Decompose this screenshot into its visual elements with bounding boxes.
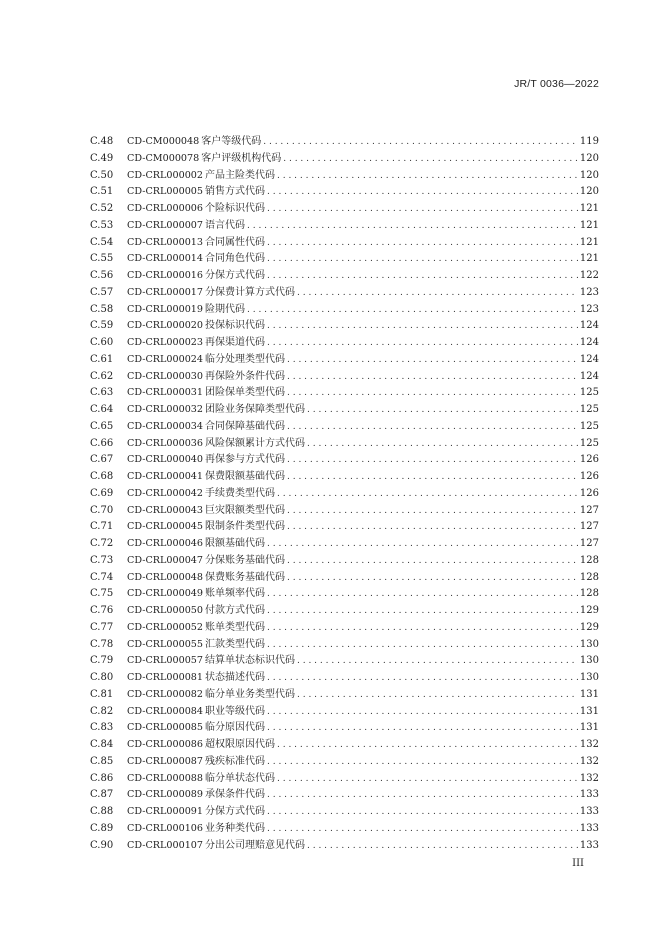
toc-entry-page: 130: [579, 655, 599, 667]
toc-entry-number: C.55: [90, 253, 114, 265]
toc-entry-number: C.48: [90, 136, 114, 147]
toc-entry[interactable]: [90, 503, 599, 520]
toc-entry-page: 121: [579, 236, 599, 248]
toc-entry-title: 产品主险类代码: [205, 169, 276, 181]
toc-leader-dots: [267, 536, 578, 553]
toc-entry-page: 130: [579, 672, 599, 683]
toc-entry-number: C.86: [90, 772, 114, 784]
toc-entry[interactable]: [90, 151, 599, 168]
toc-entry-page: 128: [579, 588, 599, 600]
toc-leader-dots: [287, 385, 578, 402]
toc-entry[interactable]: [90, 838, 599, 855]
toc-entry-code: CD-CRL000088: [127, 772, 204, 784]
toc-entry-number: C.79: [90, 655, 114, 667]
toc-entry-code: CD-CRL000107: [127, 839, 204, 851]
toc-entry-page: 132: [579, 755, 599, 767]
toc-entry-title: 投保标识代码: [205, 320, 266, 332]
toc-entry-number: C.84: [90, 739, 114, 750]
toc-entry[interactable]: [90, 687, 599, 704]
toc-entry-page: 131: [579, 688, 599, 700]
toc-entry[interactable]: [90, 285, 599, 302]
toc-entry-code: CD-CRL000057: [127, 655, 204, 667]
toc-entry[interactable]: [90, 302, 599, 319]
toc-entry-code: CD-CRL000036: [127, 437, 204, 449]
toc-entry-code: CD-CRL000081: [127, 672, 204, 683]
toc-entry-code: CD-CRL000006: [127, 203, 204, 214]
toc-entry-page: 125: [579, 387, 599, 399]
toc-entry-page: 128: [579, 554, 599, 566]
toc-entry-number: C.76: [90, 605, 114, 616]
toc-entry-page: 123: [579, 286, 599, 298]
toc-entry-code: CD-CRL000045: [127, 521, 204, 533]
toc-leader-dots: [267, 670, 578, 687]
toc-leader-dots: [277, 486, 578, 503]
toc-entry-page: 124: [579, 370, 599, 382]
toc-entry-number: C.85: [90, 755, 114, 767]
toc-leader-dots: [277, 168, 578, 185]
toc-entry-page: 128: [579, 571, 599, 583]
toc-entry-number: C.74: [90, 571, 114, 583]
toc-entry-number: C.49: [90, 152, 114, 164]
toc-entry-number: C.89: [90, 822, 114, 834]
toc-entry[interactable]: [90, 720, 599, 737]
toc-leader-dots: [267, 184, 578, 201]
toc-entry-number: C.83: [90, 722, 114, 734]
toc-entry[interactable]: [90, 436, 599, 453]
toc-entry-page: 126: [579, 471, 599, 482]
toc-entry[interactable]: [90, 469, 599, 486]
toc-entry-number: C.60: [90, 337, 114, 348]
toc-entry[interactable]: [90, 235, 599, 252]
toc-entry[interactable]: [90, 201, 599, 218]
toc-entry-number: C.65: [90, 420, 114, 432]
toc-entry-page: 124: [579, 353, 599, 365]
toc-entry[interactable]: [90, 536, 599, 553]
toc-entry-code: CD-CRL000055: [127, 638, 204, 650]
toc-entry-code: CD-CRL000005: [127, 186, 204, 198]
toc-entry-number: C.53: [90, 219, 114, 231]
toc-entry-page: 131: [579, 705, 599, 717]
toc-entry-title: 限额基础代码: [205, 538, 266, 549]
toc-entry[interactable]: [90, 670, 599, 687]
toc-entry[interactable]: [90, 402, 599, 419]
toc-leader-dots: [307, 402, 578, 419]
toc-entry-number: C.72: [90, 538, 114, 549]
toc-leader-dots: [287, 503, 578, 520]
toc-leader-dots: [287, 452, 578, 469]
toc-entry-page: 121: [579, 203, 599, 214]
toc-entry-code: CD-CRL000040: [127, 454, 204, 466]
toc-leader-dots: [247, 302, 578, 319]
toc-entry-code: CD-CRL000052: [127, 621, 204, 633]
toc-entry-code: CD-CRL000002: [127, 169, 204, 181]
toc-entry[interactable]: [90, 218, 599, 235]
toc-entry-number: C.77: [90, 621, 114, 633]
toc-entry-code: CD-CRL000089: [127, 789, 204, 801]
toc-entry[interactable]: [90, 335, 599, 352]
toc-entry[interactable]: [90, 134, 599, 151]
toc-entry-page: 125: [579, 404, 599, 415]
toc-entry-title: 限制条件类型代码: [205, 521, 286, 533]
toc-entry[interactable]: [90, 754, 599, 771]
toc-entry[interactable]: [90, 168, 599, 185]
toc-entry-page: 129: [579, 621, 599, 633]
toc-entry-page: 120: [579, 169, 599, 181]
toc-entry-page: 119: [579, 136, 599, 147]
toc-entry-code: CD-CRL000046: [127, 538, 204, 549]
toc-entry-title: 结算单状态标识代码: [205, 655, 296, 667]
toc-entry[interactable]: [90, 620, 599, 637]
toc-entry-code: CD-CRL000106: [127, 822, 204, 834]
toc-entry-code: CD-CRL000032: [127, 404, 204, 415]
toc-entry[interactable]: [90, 704, 599, 721]
toc-entry-page: 132: [579, 772, 599, 784]
toc-entry[interactable]: [90, 519, 599, 536]
toc-entry[interactable]: [90, 737, 599, 754]
toc-entry-page: 133: [579, 789, 599, 801]
toc-entry-code: CD-CM000078: [127, 152, 200, 164]
toc-leader-dots: [263, 134, 578, 151]
toc-entry-code: CD-CRL000019: [127, 303, 204, 315]
toc-entry-number: C.82: [90, 705, 114, 717]
toc-entry[interactable]: [90, 787, 599, 804]
toc-entry-code: CD-CRL000013: [127, 236, 204, 248]
toc-entry-title: 保费限额基础代码: [205, 471, 286, 482]
toc-entry-code: CD-CRL000041: [127, 471, 204, 482]
toc-entry-code: CD-CRL000042: [127, 487, 204, 499]
toc-entry-title: 超权限原因代码: [205, 739, 276, 750]
toc-entry-page: 127: [579, 504, 599, 516]
toc-entry-title: 付款方式代码: [205, 605, 266, 616]
toc-entry-code: CD-CRL000091: [127, 806, 204, 817]
toc-entry-number: C.87: [90, 789, 114, 801]
toc-entry-page: 121: [579, 219, 599, 231]
toc-entry-page: 133: [579, 806, 599, 817]
toc-leader-dots: [297, 285, 578, 302]
toc-entry-number: C.78: [90, 638, 114, 650]
toc-leader-dots: [267, 754, 578, 771]
toc-leader-dots: [247, 218, 578, 235]
toc-entry-title: 巨灾限额类型代码: [205, 504, 286, 516]
toc-entry-code: CD-CRL000085: [127, 722, 204, 734]
toc-entry-code: CD-CRL000082: [127, 688, 204, 700]
toc-entry-number: C.81: [90, 688, 114, 700]
toc-entry-title: 合同属性代码: [205, 236, 266, 248]
toc-entry-title: 再保险外条件代码: [205, 370, 286, 382]
toc-leader-dots: [287, 553, 578, 570]
toc-entry-number: C.70: [90, 504, 114, 516]
toc-entry-title: 再保渠道代码: [205, 337, 266, 348]
toc-entry[interactable]: [90, 318, 599, 335]
toc-entry-title: 分保账务基础代码: [205, 554, 286, 566]
toc-leader-dots: [267, 704, 578, 721]
toc-entry-title: 临分单状态代码: [205, 772, 276, 784]
toc-entry-code: CD-CRL000043: [127, 504, 204, 516]
toc-entry-title: 险期代码: [205, 303, 246, 315]
toc-entry-number: C.68: [90, 471, 114, 482]
table-of-contents: [90, 134, 599, 854]
standard-id-header: JR/T 0036—2022: [514, 78, 599, 90]
toc-entry-page: 132: [579, 739, 599, 750]
toc-entry-code: CD-CRL000030: [127, 370, 204, 382]
toc-leader-dots: [267, 235, 578, 252]
toc-entry-code: CD-CRL000024: [127, 353, 204, 365]
toc-entry-code: CD-CRL000016: [127, 270, 204, 281]
toc-entry[interactable]: [90, 251, 599, 268]
toc-entry-title: 合同保障基础代码: [205, 420, 286, 432]
toc-entry-number: C.80: [90, 672, 114, 683]
toc-entry-code: CD-CRL000007: [127, 219, 204, 231]
toc-entry-page: 127: [579, 521, 599, 533]
toc-entry-page: 121: [579, 253, 599, 265]
toc-leader-dots: [287, 469, 578, 486]
toc-leader-dots: [267, 251, 578, 268]
toc-leader-dots: [267, 603, 578, 620]
toc-entry-page: 120: [579, 186, 599, 198]
toc-entry-number: C.59: [90, 320, 114, 332]
toc-leader-dots: [277, 771, 578, 788]
toc-entry-title: 分保费计算方式代码: [205, 286, 296, 298]
toc-leader-dots: [267, 637, 578, 654]
toc-entry[interactable]: [90, 553, 599, 570]
toc-entry-page: 125: [579, 420, 599, 432]
toc-entry-title: 保费账务基础代码: [205, 571, 286, 583]
toc-entry-title: 团险业务保障类型代码: [205, 404, 306, 415]
toc-entry-code: CD-CRL000086: [127, 739, 204, 750]
toc-entry-number: C.90: [90, 839, 114, 851]
toc-entry-page: 130: [579, 638, 599, 650]
toc-entry[interactable]: [90, 352, 599, 369]
toc-entry[interactable]: [90, 603, 599, 620]
toc-entry-number: C.66: [90, 437, 114, 449]
toc-entry-title: 临分单业务类型代码: [205, 688, 296, 700]
toc-entry-page: 133: [579, 822, 599, 834]
toc-entry-code: CD-CRL000050: [127, 605, 204, 616]
toc-leader-dots: [287, 369, 578, 386]
toc-entry-number: C.52: [90, 203, 114, 214]
toc-entry-title: 客户评级机构代码: [201, 152, 282, 164]
toc-entry[interactable]: [90, 486, 599, 503]
toc-entry[interactable]: [90, 268, 599, 285]
toc-entry-title: 职业等级代码: [205, 705, 266, 717]
toc-entry-title: 账单频率代码: [205, 588, 266, 600]
toc-leader-dots: [287, 570, 578, 587]
toc-leader-dots: [287, 519, 578, 536]
page-number: III: [572, 858, 584, 869]
toc-entry-number: C.71: [90, 521, 114, 533]
toc-entry-code: CD-CRL000048: [127, 571, 204, 583]
toc-entry[interactable]: [90, 184, 599, 201]
toc-entry-title: 残疾标准代码: [205, 755, 266, 767]
toc-entry-title: 手续费类型代码: [205, 487, 276, 499]
toc-entry-title: 再保参与方式代码: [205, 454, 286, 466]
toc-entry[interactable]: [90, 385, 599, 402]
toc-entry-number: C.64: [90, 404, 114, 415]
toc-leader-dots: [267, 821, 578, 838]
toc-leader-dots: [307, 838, 578, 855]
toc-entry-number: C.67: [90, 454, 114, 466]
toc-leader-dots: [277, 737, 578, 754]
toc-entry-title: 客户等级代码: [201, 136, 262, 147]
toc-leader-dots: [287, 419, 578, 436]
toc-entry-code: CD-CRL000020: [127, 320, 204, 332]
toc-entry[interactable]: [90, 771, 599, 788]
toc-entry-title: 风险保额累计方式代码: [205, 437, 306, 449]
toc-entry-title: 临分原因代码: [205, 722, 266, 734]
toc-entry-title: 账单类型代码: [205, 621, 266, 633]
toc-entry-number: C.63: [90, 387, 114, 399]
toc-leader-dots: [267, 318, 578, 335]
toc-leader-dots: [267, 201, 578, 218]
toc-entry-code: CD-CRL000084: [127, 705, 204, 717]
toc-entry-page: 126: [579, 487, 599, 499]
toc-leader-dots: [297, 687, 578, 704]
toc-entry[interactable]: [90, 821, 599, 838]
toc-entry-number: C.56: [90, 270, 114, 281]
toc-entry-number: C.88: [90, 806, 114, 817]
toc-entry-page: 129: [579, 605, 599, 616]
toc-entry-title: 分出公司理赔意见代码: [205, 839, 306, 851]
toc-entry-code: CD-CM000048: [127, 136, 200, 147]
toc-entry-page: 122: [579, 270, 599, 281]
toc-entry-number: C.73: [90, 554, 114, 566]
toc-entry-code: CD-CRL000034: [127, 420, 204, 432]
toc-entry-number: C.51: [90, 186, 114, 198]
toc-entry-code: CD-CRL000023: [127, 337, 204, 348]
toc-entry-number: C.54: [90, 236, 114, 248]
toc-entry-title: 业务种类代码: [205, 822, 266, 834]
toc-entry[interactable]: [90, 804, 599, 821]
toc-entry-title: 汇款类型代码: [205, 638, 266, 650]
toc-entry-number: C.75: [90, 588, 114, 600]
toc-entry-page: 120: [579, 152, 599, 164]
toc-entry-code: CD-CRL000049: [127, 588, 204, 600]
toc-entry-title: 销售方式代码: [205, 186, 266, 198]
toc-entry-title: 合同角色代码: [205, 253, 266, 265]
toc-entry[interactable]: [90, 637, 599, 654]
toc-leader-dots: [267, 804, 578, 821]
toc-entry-title: 个险标识代码: [205, 203, 266, 214]
toc-entry-page: 124: [579, 337, 599, 348]
toc-entry-code: CD-CRL000014: [127, 253, 204, 265]
toc-entry[interactable]: [90, 452, 599, 469]
toc-entry-page: 131: [579, 722, 599, 734]
toc-entry-title: 临分处理类型代码: [205, 353, 286, 365]
toc-entry-page: 125: [579, 437, 599, 449]
toc-entry-page: 127: [579, 538, 599, 549]
toc-entry-title: 团险保单类型代码: [205, 387, 286, 399]
toc-entry[interactable]: [90, 586, 599, 603]
toc-leader-dots: [283, 151, 578, 168]
toc-entry-page: 126: [579, 454, 599, 466]
toc-entry[interactable]: [90, 369, 599, 386]
toc-entry-title: 语言代码: [205, 219, 246, 231]
toc-entry-code: CD-CRL000017: [127, 286, 204, 298]
toc-entry-code: CD-CRL000047: [127, 554, 204, 566]
toc-entry-code: CD-CRL000031: [127, 387, 204, 399]
toc-entry-title: 分保方式代码: [205, 270, 266, 281]
toc-entry-number: C.57: [90, 286, 114, 298]
toc-entry-title: 状态描述代码: [205, 672, 266, 683]
toc-leader-dots: [267, 620, 578, 637]
toc-leader-dots: [287, 352, 578, 369]
toc-entry-number: C.61: [90, 353, 114, 365]
toc-entry-code: CD-CRL000087: [127, 755, 204, 767]
toc-leader-dots: [267, 268, 578, 285]
toc-entry-number: C.62: [90, 370, 114, 382]
toc-entry-number: C.50: [90, 169, 114, 181]
toc-entry-page: 133: [579, 839, 599, 851]
toc-leader-dots: [267, 586, 578, 603]
toc-leader-dots: [307, 436, 578, 453]
toc-leader-dots: [297, 653, 578, 670]
toc-leader-dots: [267, 787, 578, 804]
toc-entry-title: 承保条件代码: [205, 789, 266, 801]
toc-entry[interactable]: [90, 419, 599, 436]
toc-entry-number: C.69: [90, 487, 114, 499]
toc-entry-title: 分保方式代码: [205, 806, 266, 817]
toc-entry[interactable]: [90, 570, 599, 587]
toc-entry-page: 124: [579, 320, 599, 332]
toc-entry-page: 123: [579, 303, 599, 315]
toc-leader-dots: [267, 720, 578, 737]
toc-entry-number: C.58: [90, 303, 114, 315]
toc-leader-dots: [267, 335, 578, 352]
toc-entry[interactable]: [90, 653, 599, 670]
